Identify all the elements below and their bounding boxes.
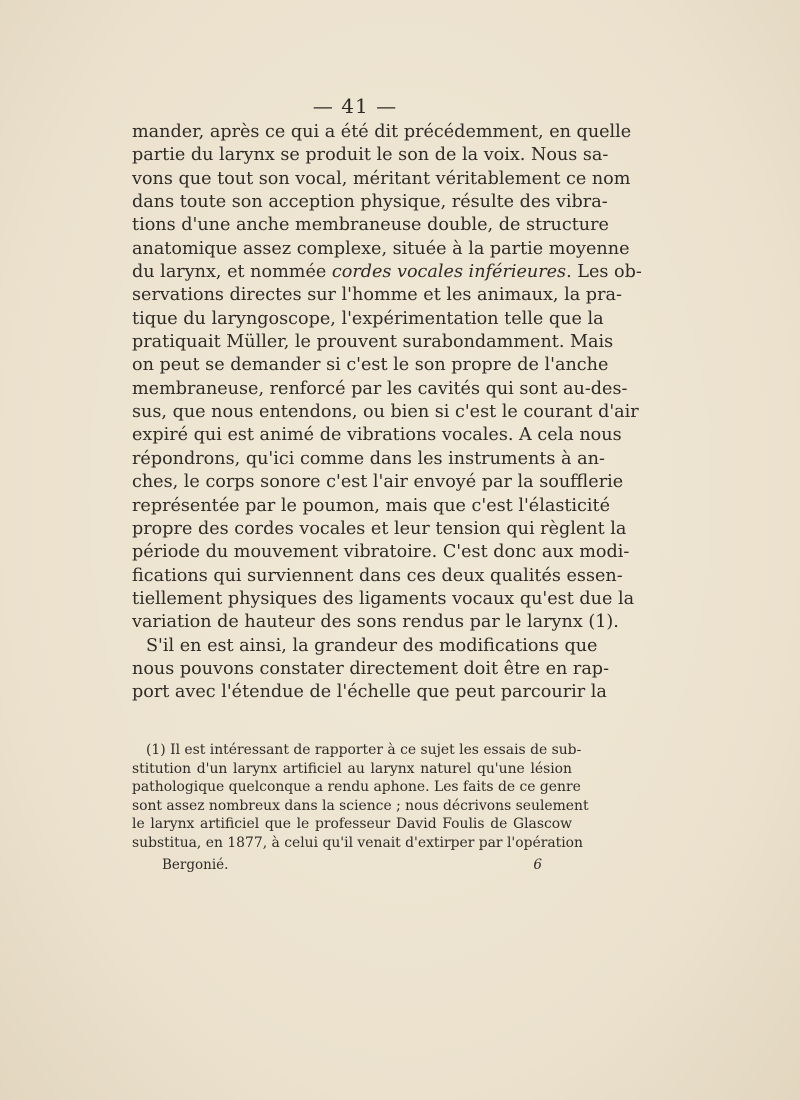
body-line: mander, après ce qui a été dit précédemment, en quelle: [132, 122, 632, 142]
body-line: pratiquait Müller, le prouvent surabondamment. Mais: [132, 332, 614, 353]
body-line: dans toute son acception physique, résulte des vibra-: [132, 192, 608, 213]
body-text: [132, 121, 642, 705]
body-line: tiellement physiques des ligaments vocaux qu'est due la: [132, 588, 635, 609]
body-line: expiré qui est animé de vibrations vocales. A cela nous: [132, 425, 622, 446]
body-line: nous pouvons constater directement doit être en rap-: [132, 658, 610, 679]
body-line: port avec l'étendue de l'échelle que peut parcourir la: [132, 682, 607, 703]
footnote-line: le larynx artificiel que le professeur David Foulis de Glascow: [132, 816, 572, 833]
body-line: ches, le corps sonore c'est l'air envoyé par la soufflerie: [132, 472, 624, 493]
body-line: tique du laryngoscope, l'expérimentation telle que la: [132, 308, 604, 329]
body-line: tions d'une anche membraneuse double, de structure: [132, 215, 609, 236]
body-line: anatomique assez complexe, située à la partie moyenne: [132, 238, 630, 259]
body-line: vons que tout son vocal, méritant véritablement ce nom: [132, 168, 631, 189]
footnote-line: substitua, en 1877, à celui qu'il venait d'extirper par l'opération: [132, 834, 583, 851]
body-line: représentée par le poumon, mais que c'est l'élasticité: [132, 495, 611, 516]
body-line: sus, que nous entendons, ou bien si c'est le courant d'air: [132, 402, 639, 423]
body-line: servations directes sur l'homme et les animaux, la pra-: [132, 285, 622, 306]
signature-author: Bergonié.: [162, 857, 229, 873]
body-line: fications qui surviennent dans ces deux qualités essen-: [132, 565, 623, 586]
signature-sheet-number: 6: [533, 857, 542, 873]
body-line: on peut se demander si c'est le son propre de l'anche: [132, 355, 609, 376]
footnote-line: pathologique quelconque a rendu aphone. Les faits de ce genre: [132, 779, 581, 796]
footnote-line: sont assez nombreux dans la science ; nous décrivons seulement: [132, 797, 589, 814]
body-line: propre des cordes vocales et leur tension qui règlent la: [132, 518, 627, 539]
printer-signature: [162, 857, 542, 873]
body-line: du larynx, et nommée cordes vocales inférieures. Les ob-: [132, 262, 642, 283]
body-line: variation de hauteur des sons rendus par le larynx (1).: [132, 612, 619, 633]
body-line: période du mouvement vibratoire. C'est donc aux modi-: [132, 542, 630, 563]
body-line: membraneuse, renforcé par les cavités qui sont au-des-: [132, 378, 628, 399]
body-line: partie du larynx se produit le son de la voix. Nous sa-: [132, 145, 609, 166]
footnote-line: (1) Il est intéressant de rapporter à ce sujet les essais de sub-: [146, 742, 582, 758]
page-number: — 41 —: [312, 94, 398, 118]
footnote-line: stitution d'un larynx artificiel au larynx naturel qu'une lésion: [132, 760, 572, 777]
body-line: S'il en est ainsi, la grandeur des modifications que: [146, 635, 598, 656]
footnote: [132, 741, 589, 853]
body-line: répondrons, qu'ici comme dans les instruments à an-: [132, 448, 605, 469]
